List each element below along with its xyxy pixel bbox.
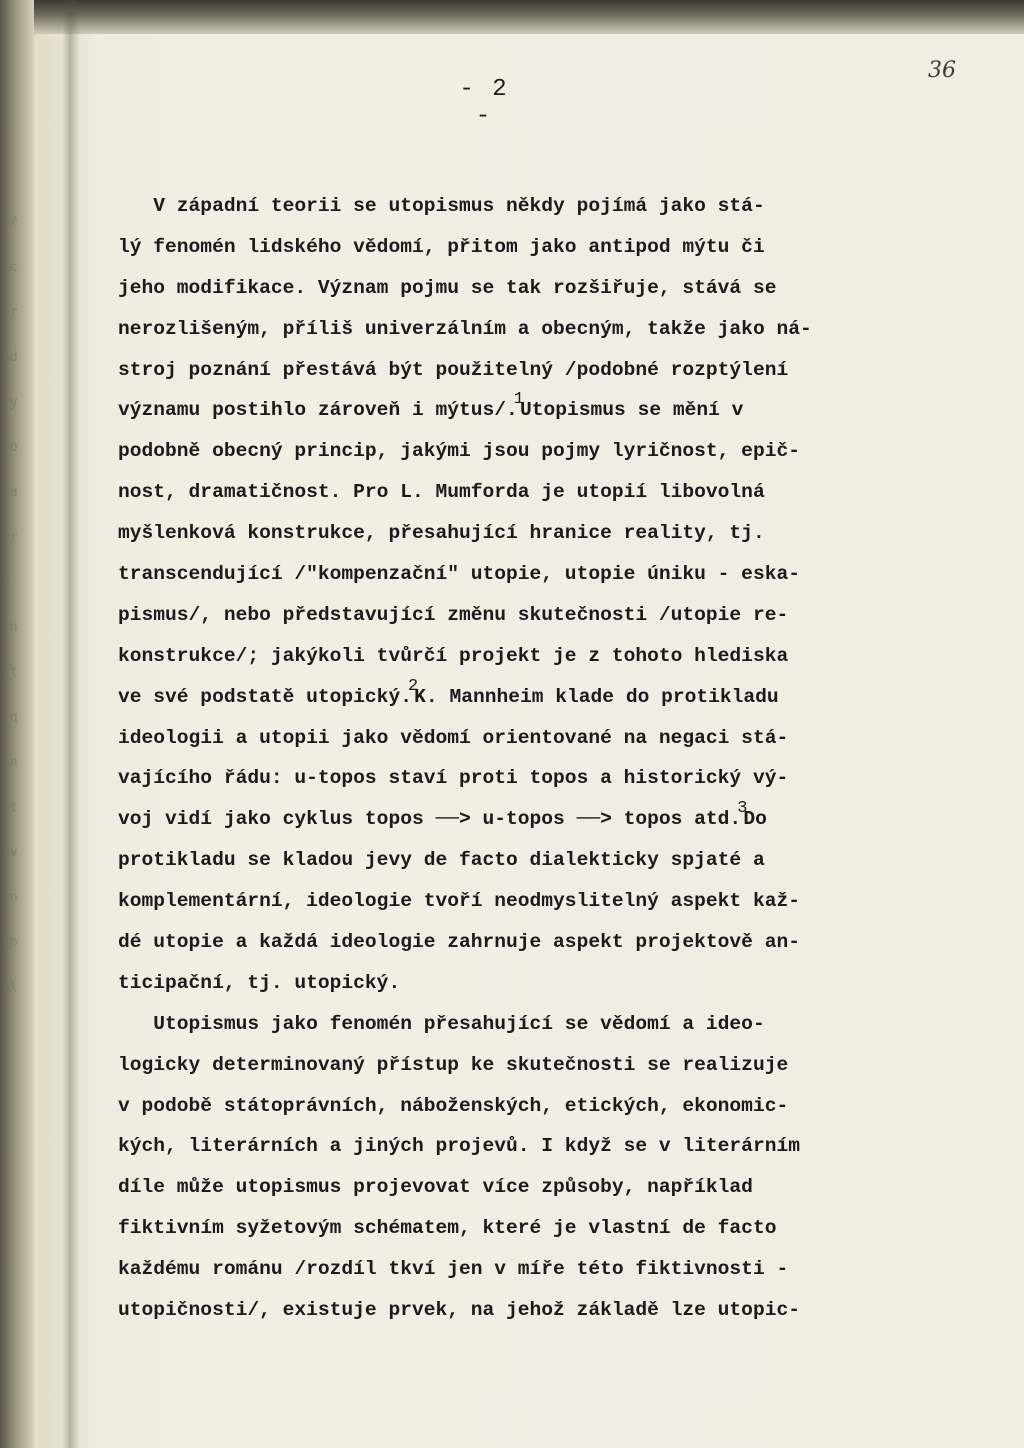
text-line: Utopismus jako fenomén přesahující se vědomí a ideo- [118,1012,765,1035]
text-line: transcendující /"kompenzační" utopie, utopie úniku - eska- [118,563,800,586]
footnote-marker: 3 [737,799,748,819]
text-line: stroj poznání přestává být použitelný /podobné rozptýlení [118,358,789,381]
text-line: nerozlišeným, příliš univerzálním a obecným, takže jako ná- [118,317,812,340]
typewritten-body [118,186,838,1331]
bleed-through-fragment: sn [2,755,18,770]
text-line: utopičnosti/, existuje prvek, na jehož základě lze utopic- [118,1299,800,1322]
text-line: ideologii a utopii jako vědomí orientované na negaci stá- [118,726,789,749]
text-line: ticipační, tj. utopický. [118,971,401,994]
bleed-through-fragment: or [2,530,18,545]
page-number: - 2 - [459,76,509,130]
footnote-marker: 1 [513,390,524,410]
bleed-through-fragment: ic [2,260,18,275]
bleed-through-fragment: sn [2,890,18,905]
bleed-through-fragment: ol [2,980,18,995]
bleed-through-text [2,200,42,1400]
page-gutter-shadow [62,0,80,1448]
text-line: kých, literárních a jiných projevů. I když se v literárním [118,1135,800,1158]
text-line: ve své podstatě utopický.2K. Mannheim klade do protikladu [118,676,779,708]
bleed-through-fragment: rq [2,710,18,725]
text-line: logicky determinovaný přístup ke skutečnosti se realizuje [118,1053,789,1076]
bleed-through-fragment: od [2,350,18,365]
bleed-through-fragment: st [2,800,18,815]
bleed-through-fragment: ry [2,395,18,410]
footnote-marker: 2 [407,676,419,696]
bleed-through-fragment: gb [2,935,18,950]
text-line: protikladu se kladou jevy de facto dialekticky spjaté a [118,849,765,872]
text-line: pismus/, nebo představující změnu skutečnosti /utopie re- [118,603,789,626]
text-line: nost, dramatičnost. Pro L. Mumforda je utopií libovolná [118,481,765,504]
text-line: V západní teorii se utopismus někdy pojímá jako stá- [118,195,765,217]
text-line: díle může utopismus projevovat více způsoby, například [118,1176,753,1199]
text-line: myšlenková konstrukce, přesahující hranice reality, tj. [118,522,765,545]
text-line: jeho modifikace. Význam pojmu se tak rozšiřuje, stává se [118,276,777,299]
text-line: fiktivním syžetovým schématem, které je vlastní de facto [118,1217,777,1240]
text-line: každému románu /rozdíl tkví jen v míře této fiktivnosti - [118,1258,789,1281]
bleed-through-fragment: yv [2,845,18,860]
page-top-edge [0,0,1024,34]
text-line: komplementární, ideologie tvoří neodmyslitelný aspekt kaž- [118,890,800,913]
bleed-through-fragment: oo [2,440,18,455]
text-line: podobně obecný princip, jakými jsou pojmy lyričnost, epič- [118,440,800,463]
bleed-through-fragment: st [2,665,18,680]
text-line: v podobě státoprávních, náboženských, etických, ekonomic- [118,1094,789,1117]
bleed-through-fragment: v [2,575,10,590]
handwritten-archive-mark: 36 [928,58,956,83]
bleed-through-fragment: or [2,305,18,320]
bleed-through-fragment: ra [2,485,18,500]
text-line: konstrukce/; jakýkoli tvůrčí projekt je z tohoto hlediska [118,644,789,667]
text-line: dé utopie a každá ideologie zahrnuje aspekt projektově an- [118,931,800,954]
bleed-through-fragment: ln [2,620,18,635]
text-line: voj vidí jako cyklus topos ──> u-topos ──> topos atd.3Do [118,799,767,831]
bleed-through-fragment: bř [2,215,18,230]
text-line: významu postihlo zároveň i mýtus/.1Utopismus se mění v [118,390,744,422]
text-line: lý fenomén lidského vědomí, přitom jako antipod mýtu či [118,235,765,258]
text-line: vajícího řádu: u-topos staví proti topos a historický vý- [118,767,789,790]
